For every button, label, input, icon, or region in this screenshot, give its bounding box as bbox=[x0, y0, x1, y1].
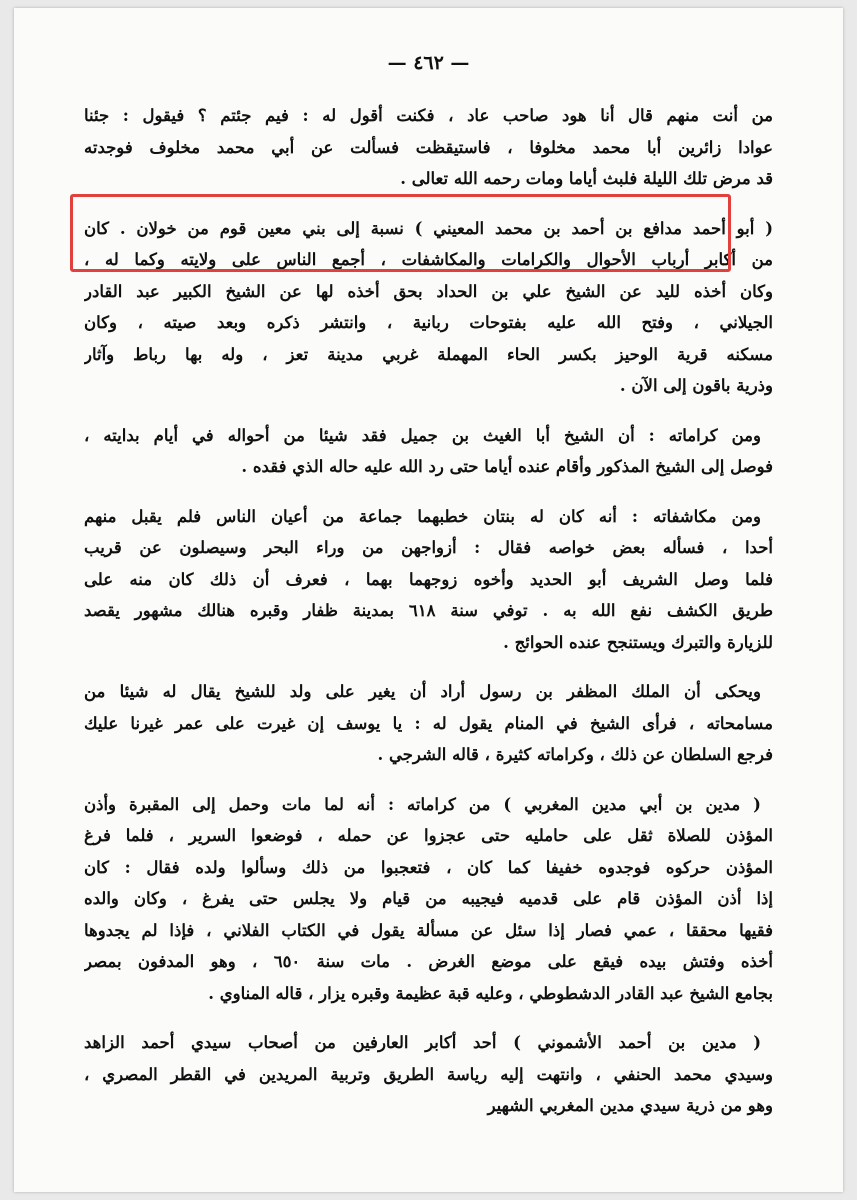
paragraph-7 bbox=[84, 1027, 773, 1122]
text-line: وسيدي محمد الحنفي ، وانتهت إليه رياسة الطريق وتربية المريدين في القطر المصري ، bbox=[84, 1064, 773, 1084]
text-line: فقيها محققا ، عمي فصار إذا سئل عن مسألة يقول في الكتاب الفلاني ، فإذا لم يجدوها bbox=[84, 920, 773, 940]
text-line: من أنت منهم قال أنا هود صاحب عاد ، فكنت أقول له : فيم جئتم ؟ فيقول : جئنا bbox=[84, 106, 773, 125]
scanned-page bbox=[14, 8, 843, 1192]
text-line: الجيلاني ، وفتح الله عليه بفتوحات ربانية ، وانتشر ذكره وبعد صيته ، وكان bbox=[84, 313, 773, 332]
text-line: وذرية باقون إلى الآن . bbox=[619, 376, 773, 395]
text-line: المؤذن حركوه فوجدوه خفيفا كما كان ، فتعجبوا من ذلك وسألوا ولده فقال : كان bbox=[84, 857, 773, 877]
text-line: ومن كراماته : أن الشيخ أبا الغيث بن جميل فقد شيئا من أحواله في أيام بدايته ، bbox=[84, 425, 761, 445]
text-line: للزيارة والتبرك ويستنجح عنده الحوائج . bbox=[503, 632, 773, 652]
text-line: ومن مكاشفاته : أنه كان له بنتان خطبهما جماعة من أعيان الناس فلم يقبل منهم bbox=[84, 506, 761, 526]
paragraph-6 bbox=[84, 789, 773, 1010]
text-line: فلما وصل الشريف أبو الحديد وأخوه زوجهما بهما ، فعرف أن ذلك كان منه على bbox=[84, 569, 773, 589]
paragraph-2 bbox=[84, 213, 773, 402]
text-line: مسامحاته ، فرأى الشيخ في المنام يقول له : يا يوسف إن غيرت على عمر غيرنا عليك bbox=[84, 713, 773, 733]
text-line: ( مدين بن أحمد الأشموني ) أحد أكابر العارفين من أصحاب سيدي أحمد الزاهد bbox=[84, 1033, 761, 1052]
page-number: — ٤٦٢ — bbox=[387, 52, 470, 74]
text-line: أخذه وفتش بيده فيقع على موضع الغرض . مات سنة ٦٥٠ ، وهو المدفون بمصر bbox=[84, 952, 773, 971]
page-body bbox=[84, 100, 773, 1140]
text-line: عوادا زائرين أبا محمد مخلوفا ، فاستيقظت فسألت عن أبي محمد مخلوف فوجدته bbox=[84, 137, 773, 157]
paragraph-5 bbox=[84, 676, 773, 771]
text-line: قد مرض تلك الليلة فلبث أياما ومات رحمه الله تعالى . bbox=[400, 169, 773, 188]
text-line: من أكابر أرباب الأحوال والكرامات والمكاشفات ، أجمع الناس على ولايته وكما له ، bbox=[84, 250, 773, 269]
text-line: فرجع السلطان عن ذلك ، وكراماته كثيرة ، قاله الشرجي . bbox=[377, 745, 773, 764]
text-line: طريق الكشف نفع الله به . توفي سنة ٦١٨ بمدينة ظفار وقبره هنالك مشهور يقصد bbox=[84, 601, 773, 620]
text-line: فوصل إلى الشيخ المذكور وأقام عنده أياما حتى رد الله عليه حاله الذي فقده . bbox=[241, 457, 773, 476]
text-line: أحدا ، فسأله بعض خواصه فقال : أزواجهن من وراء البحر وسيصلون عن قريب bbox=[84, 538, 773, 557]
text-line: ( أبو أحمد مدافع بن أحمد بن محمد المعيني ) نسبة إلى بني معين قوم من خولان . كان bbox=[84, 218, 773, 238]
text-line: وهو من ذرية سيدي مدين المغربي الشهير bbox=[487, 1096, 773, 1115]
text-line: ويحكى أن الملك المظفر بن رسول أراد أن يغير على ولد للشيخ يقال له شيئا من bbox=[84, 682, 761, 701]
paragraph-3 bbox=[84, 420, 773, 483]
text-line: بجامع الشيخ عبد القادر الدشطوطي ، وعليه قبة عظيمة وقبره يزار ، قاله المناوي . bbox=[208, 983, 773, 1003]
paragraph-1 bbox=[84, 100, 773, 195]
text-line: وكان أخذه لليد عن الشيخ علي بن الحداد بحق أخذه لها عن الشيخ الكبير عبد القادر bbox=[84, 281, 773, 301]
text-line: المؤذن للصلاة ثقل على حامليه حتى عجزوا عن حمله ، فوضعوا السرير ، فلما فرغ bbox=[84, 826, 773, 845]
text-line: مسكنه قرية الوحيز بكسر الحاء المهملة غربي مدينة تعز ، وله بها رباط وآثار bbox=[84, 344, 773, 364]
text-line: إذا أذن المؤذن قام على قدميه فيجيبه من قيام ولا يجلس حتى يفرغ ، وكان والده bbox=[84, 889, 773, 908]
paragraph-4 bbox=[84, 501, 773, 659]
text-line: ( مدين بن أبي مدين المغربي ) من كراماته : أنه لما مات وحمل إلى المقبرة وأذن bbox=[84, 794, 761, 814]
